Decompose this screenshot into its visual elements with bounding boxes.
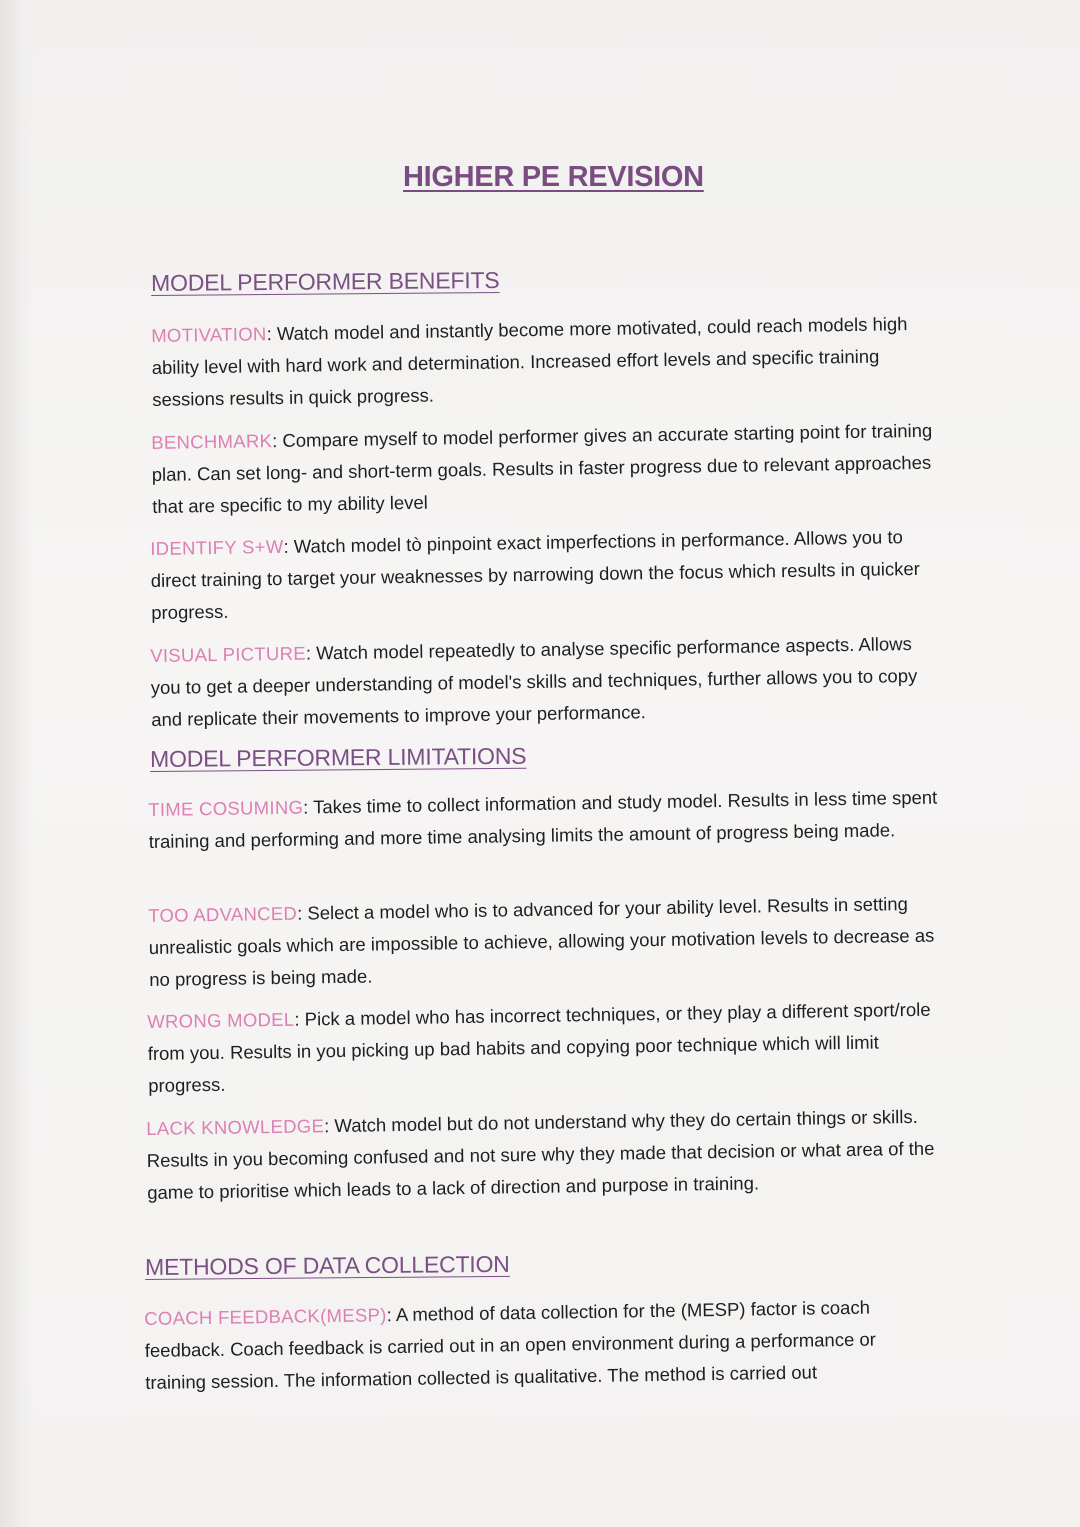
limitation-too-advanced: TOO ADVANCED: Select a model who is to advanced for your ability level. Results in setting unrealistic goals which are impossible to achieve, allowing your motivation levels to decrease as no progress is being made.	[148, 893, 935, 990]
benefit-benchmark: BENCHMARK: Compare myself to model performer gives an accurate starting point for training plan. Can set long- and short-term goals. Results in faster progress due to relevant approaches that are specific to my ability level	[151, 419, 933, 517]
definition-too-advanced: Select a model who is to advanced for your ability level. Results in setting unrealistic goals which are impossible to achieve, allowing your motivation levels to decrease as no progress is being made.	[148, 893, 935, 990]
page-title: HIGHER PE REVISION	[403, 161, 704, 193]
definition-lack-knowledge: Watch model but do not understand why they do certain things or skills. Results in you becoming confused and not sure why they made that decision or what area of the game to prioritise which leads to a lack of direction and purpose in training.	[146, 1105, 935, 1203]
term-visual-picture: VISUAL PICTURE	[150, 642, 307, 666]
term-too-advanced: TOO ADVANCED	[148, 902, 298, 926]
limitation-wrong-model: WRONG MODEL: Pick a model who has incorrect techniques, or they play a different sport/role from you. Results in you picking up bad habits and copying poor technique which will limit progress.	[147, 998, 931, 1096]
benefit-identify-sw: IDENTIFY S+W: Watch model tò pinpoint exact imperfections in performance. Allows you to direct training to target your weaknesses by narrowing down the focus which results in quicker progress.	[150, 526, 920, 623]
section-heading-data-collection: METHODS OF DATA COLLECTION	[145, 1250, 510, 1280]
definition-time-consuming: Takes time to collect information and study model. Results in less time spent training and performing and more time analysing limits the amount of progress being made.	[148, 786, 938, 852]
definition-coach-feedback: A method of data collection for the (MESP) factor is coach feedback. Coach feedback is carried out in an open environment during a performance or training session. The information collected is qualitative. The method is carried out	[144, 1296, 877, 1393]
term-motivation: MOTIVATION	[151, 323, 267, 346]
section-heading-limitations: MODEL PERFORMER LIMITATIONS	[150, 742, 527, 772]
section-heading-benefits: MODEL PERFORMER BENEFITS	[151, 266, 500, 296]
page-edge-shadow	[0, 0, 34, 1527]
term-wrong-model: WRONG MODEL	[147, 1008, 295, 1032]
term-benchmark: BENCHMARK	[151, 430, 273, 453]
benefit-motivation: MOTIVATION: Watch model and instantly become more motivated, could reach models high ability level with hard work and determination. Increased effort levels and specific training sessions results in quick progress.	[151, 313, 908, 410]
limitation-lack-knowledge: LACK KNOWLEDGE: Watch model but do not understand why they do certain things or skills. Results in you becoming confused and not sure why they made that decision or what area of the game to prioritise which leads to a lack of direction and purpose in training.	[146, 1105, 935, 1203]
term-coach-feedback: COACH FEEDBACK(MESP)	[144, 1304, 387, 1329]
definition-identify-sw: Watch model tò pinpoint exact imperfections in performance. Allows you to direct training to target your weaknesses by narrowing down the focus which results in quicker progress.	[150, 526, 920, 623]
term-lack-knowledge: LACK KNOWLEDGE	[146, 1115, 325, 1139]
definition-benchmark: Compare myself to model performer gives an accurate starting point for training plan. Can set long- and short-term goals. Results in faster progress due to relevant approaches that are specific to my ability level	[151, 419, 933, 517]
limitation-time-consuming: TIME COSUMING: Takes time to collect information and study model. Results in less time spent training and performing and more time analysing limits the amount of progress being made.	[148, 786, 938, 852]
term-time-consuming: TIME COSUMING	[148, 796, 304, 820]
definition-motivation: Watch model and instantly become more motivated, could reach models high ability level with hard work and determination. Increased effort levels and specific training sessions results in quick progress.	[151, 313, 908, 410]
benefit-visual-picture: VISUAL PICTURE: Watch model repeatedly to analyse specific performance aspects. Allows you to get a deeper understanding of model's skills and techniques, further allows you to copy and replicate their movements to improve your performance.	[150, 633, 918, 730]
definition-wrong-model: Pick a model who has incorrect techniques, or they play a different sport/role from you. Results in you picking up bad habits and copying poor technique which will limit progress.	[147, 998, 931, 1096]
definition-visual-picture: Watch model repeatedly to analyse specific performance aspects. Allows you to get a deeper understanding of model's skills and techniques, further allows you to copy and replicate their movements to improve your performance.	[150, 633, 918, 730]
term-identify-sw: IDENTIFY S+W	[150, 535, 284, 559]
method-coach-feedback: COACH FEEDBACK(MESP): A method of data collection for the (MESP) factor is coach feedback. Coach feedback is carried out in an open environment during a performance or training session. The information collected is qualitative. The method is carried out	[144, 1296, 877, 1393]
